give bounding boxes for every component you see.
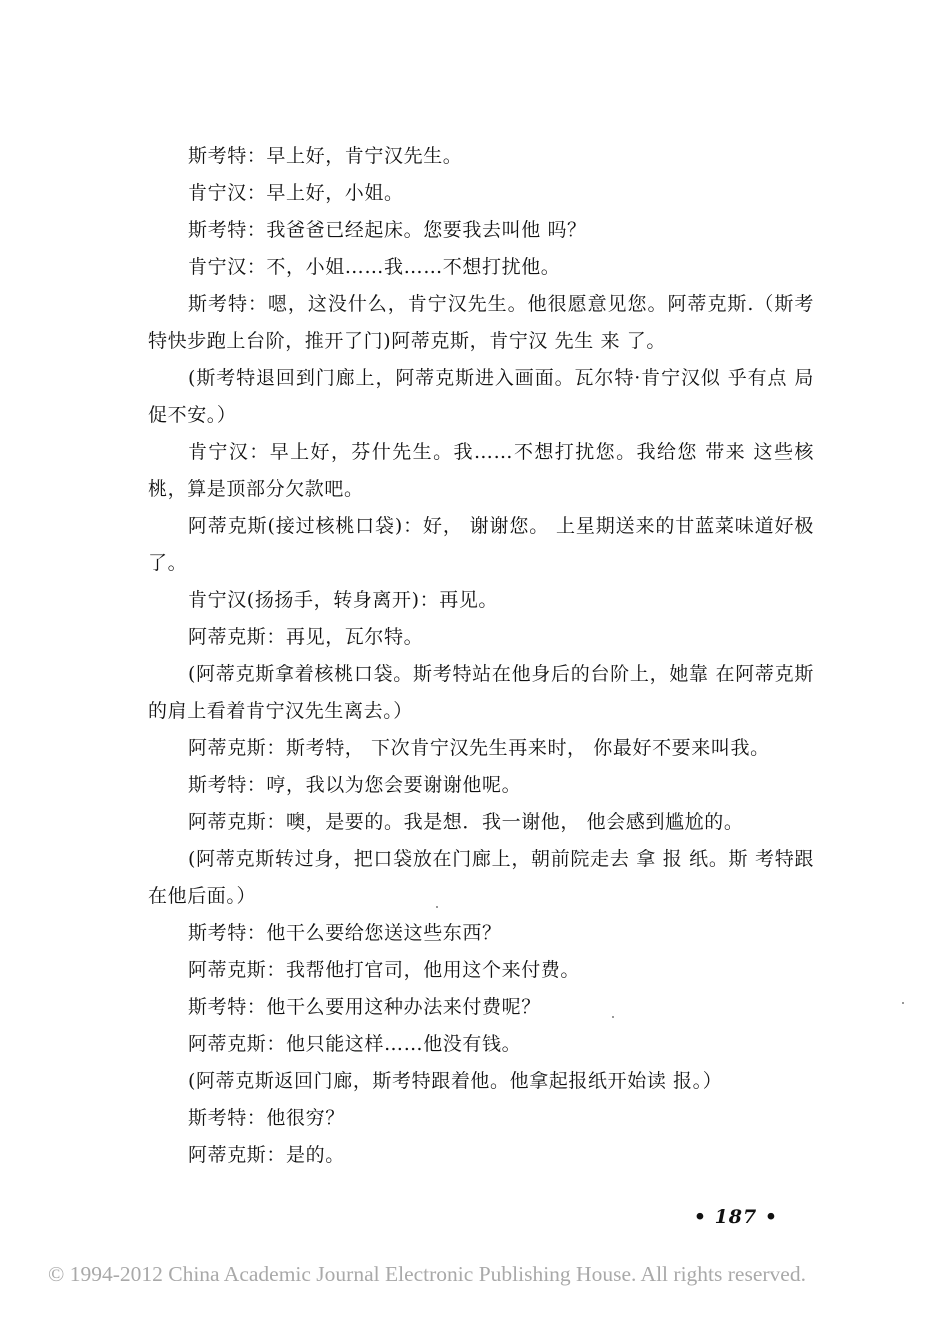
dialogue-line-8: 肯宁汉(扬扬手，转身离开)：再见。 [188, 589, 499, 611]
dialogue-line-6: 肯宁汉：早上好，芬什先生。我……不想打扰您。我给您 带来 这些核桃，算是顶部分欠款吧。 [148, 441, 814, 500]
dialogue-line-16: 阿蒂克斯：他只能这样……他没有钱。 [188, 1033, 522, 1055]
dialogue-line-13: 斯考特：他干么要给您送这些东西？ [188, 922, 502, 944]
dialogue-line-15: 斯考特：他干么要用这种办法来付费呢？ [188, 996, 541, 1018]
dialogue-line-3: 斯考特：我爸爸已经起床。您要我去叫他 吗？ [188, 219, 587, 241]
stage-direction-4: (阿蒂克斯返回门廊，斯考特跟着他。他拿起报纸开始读 报。） [188, 1070, 723, 1092]
body-text [148, 138, 814, 1174]
dialogue-line-5: 斯考特：嗯，这没什么，肯宁汉先生。他很愿意见您。阿蒂克斯.（斯考特快步跑上台阶，推开了门)阿蒂克斯，肯宁汉 先生 来 了。 [148, 293, 814, 352]
scan-speck [902, 1002, 904, 1004]
dialogue-line-10: 阿蒂克斯：斯考特， 下次肯宁汉先生再来时， 你最好不要来叫我。 [188, 737, 770, 759]
dialogue-line-9: 阿蒂克斯：再见，瓦尔特。 [188, 626, 424, 648]
dialogue-line-12: 阿蒂克斯：噢，是要的。我是想．我一谢他， 他会感到尴尬的。 [188, 811, 744, 833]
stage-direction-3: (阿蒂克斯转过身，把口袋放在门廊上，朝前院走去 拿 报 纸。斯 考特跟在他后面。） [148, 848, 814, 907]
dialogue-line-7: 阿蒂克斯(接过核桃口袋)：好， 谢谢您。 上星期送来的甘蓝菜味道好极了。 [148, 515, 814, 574]
dialogue-line-18: 阿蒂克斯：是的。 [188, 1144, 345, 1166]
scan-speck [436, 906, 438, 908]
dialogue-line-11: 斯考特：哼，我以为您会要谢谢他呢。 [188, 774, 522, 796]
copyright-notice: © 1994-2012 China Academic Journal Electronic Publishing House. All rights reserved. [48, 1262, 806, 1286]
stage-direction-1: (斯考特退回到门廊上，阿蒂克斯进入画面。瓦尔特·肯宁汉似 乎有点 局促不安。） [148, 367, 814, 426]
dialogue-line-14: 阿蒂克斯：我帮他打官司，他用这个来付费。 [188, 959, 581, 981]
scan-speck [612, 1016, 614, 1018]
dialogue-line-2: 肯宁汉：早上好，小姐。 [188, 182, 404, 204]
dialogue-line-17: 斯考特：他很穷？ [188, 1107, 345, 1129]
dialogue-line-4: 肯宁汉：不，小姐……我……不想打扰他。 [188, 256, 561, 278]
page-number: • 187 • [693, 1206, 778, 1228]
dialogue-line-1: 斯考特：早上好，肯宁汉先生。 [188, 145, 463, 167]
stage-direction-2: (阿蒂克斯拿着核桃口袋。斯考特站在他身后的台阶上，她靠 在阿蒂克斯的肩上看着肯宁汉先生离去。） [148, 663, 814, 722]
